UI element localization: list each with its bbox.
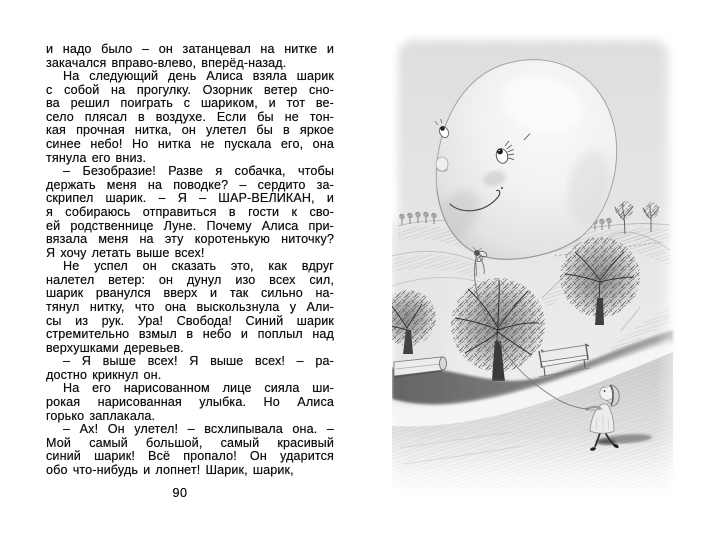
text-line: я собираюсь отправиться в гости к сво- <box>46 204 334 219</box>
bottom-fade <box>392 456 702 508</box>
text-line: синее небо! Но нитка не пускала его, она <box>46 137 334 152</box>
text-line: – Я выше всех! Я выше всех! – ра- <box>63 354 334 369</box>
text-line: ва решил поиграть с шариком, и тот ве- <box>46 96 334 111</box>
text-line: достно крикнул он. <box>46 367 162 382</box>
text-line: горько заплакала. <box>46 408 156 423</box>
text-line: закачался вправо-влево, вперёд-назад. <box>46 55 287 70</box>
text-line: На его нарисованном лице сияла ши- <box>63 381 334 396</box>
text-line: Я хочу летать выше всех! <box>46 245 205 260</box>
text-line: обо что-нибудь и лопнет! Шарик, шарик, <box>46 462 294 477</box>
text-line: село плясал в воздухе. Если бы не тон- <box>46 109 334 124</box>
text-line: тянул нитку, что она выскользнула у Али- <box>46 299 334 314</box>
page-number: 90 <box>172 486 188 500</box>
text-line: шарик рванулся вверх и так сильно на- <box>46 286 334 301</box>
text-line: скрипел шарик. – Я – ШАР-ВЕЛИКАН, и <box>46 191 334 206</box>
text-line: кая прочная нитка, он улетел бы в яркое <box>46 123 334 138</box>
text-line: На следующий день Алиса взяла шарик <box>63 69 334 84</box>
text-line: тянула его вниз. <box>46 150 147 165</box>
text-line: Не успел он сказать это, как вдруг <box>63 259 334 274</box>
text-line: – Безобразие! Разве я собачка, чтобы <box>63 164 334 179</box>
text-line: с собой на прогулку. Озорник ветер сно- <box>46 82 334 97</box>
text-line: стремительно взмыл в небо и поплыл над <box>46 327 334 342</box>
text-line: синий шарик! Всё пропало! Он ударится <box>46 449 334 464</box>
text-line: – Ах! Он улетел! – всхлипывала она. – <box>63 422 334 437</box>
text-line: и надо было – он затанцевал на нитке и <box>46 42 334 56</box>
text-line: держать меня на поводке? – сердито за- <box>46 177 334 192</box>
text-line: ей родственнице Луне. Почему Алиса при- <box>46 218 334 233</box>
balloon-illustration <box>392 28 702 508</box>
text-line: верхушками деревьев. <box>46 340 184 355</box>
text-line: рокая нарисованная улыбка. Но Алиса <box>46 395 334 410</box>
text-line: Мой самый большой, самый красивый <box>46 435 334 450</box>
text-line: налетел ветер: он дунул изо всех сил, <box>46 272 334 287</box>
text-line: сы из рук. Ура! Свобода! Синий шарик <box>46 313 334 328</box>
text-line: вязала меня на эту коротенькую ниточку? <box>46 232 334 247</box>
story-text <box>46 43 334 478</box>
right-fade <box>656 28 702 508</box>
